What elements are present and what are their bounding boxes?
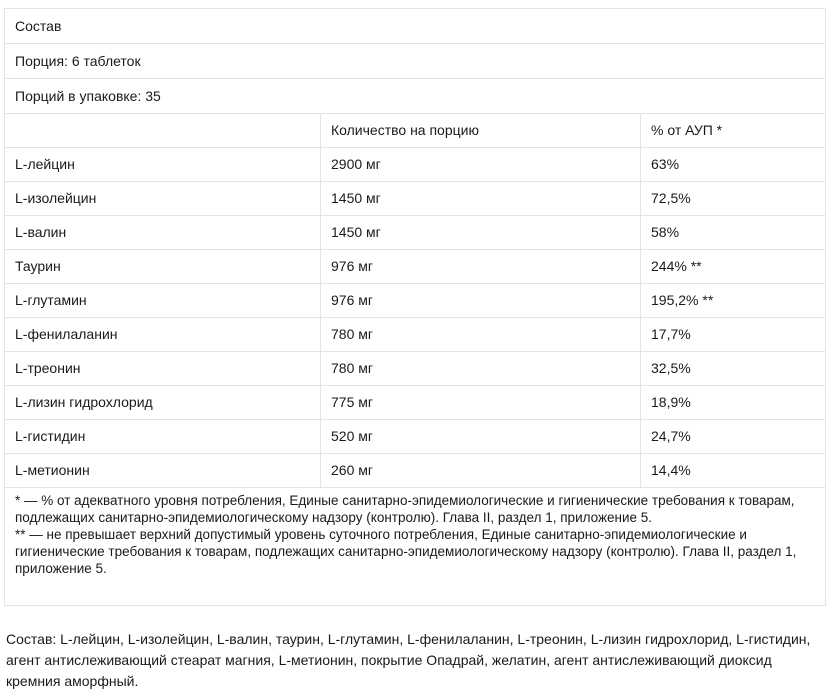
table-row [5,318,825,352]
ingredient-name: L-фенилаланин [15,326,118,342]
table-row [5,148,825,182]
ingredient-amount: 775 мг [320,386,640,419]
header-percent: % от АУП * [640,114,825,147]
ingredient-percent: 63% [640,148,825,181]
servings-per-pack: Порций в упаковке: 35 [5,79,825,114]
header-amount: Количество на порцию [320,114,640,147]
ingredient-name: L-изолейцин [15,190,97,206]
ingredient-name: L-глутамин [15,292,87,308]
ingredient-amount: 1450 мг [320,216,640,249]
serving-size: Порция: 6 таблеток [5,44,825,79]
ingredient-percent: 24,7% [640,420,825,453]
ingredient-name: L-лейцин [15,156,75,172]
ingredient-percent: 14,4% [640,454,825,487]
ingredient-percent: 195,2% ** [640,284,825,317]
ingredient-amount: 260 мг [320,454,640,487]
section-title: Состав [5,9,825,44]
ingredient-amount: 520 мг [320,420,640,453]
table-row [5,284,825,318]
table-row [5,182,825,216]
nutrition-panel [4,8,826,606]
table-row [5,420,825,454]
ingredient-percent: 17,7% [640,318,825,351]
ingredient-percent: 18,9% [640,386,825,419]
table-header-row [5,114,825,148]
table-row [5,454,825,488]
ingredient-name: L-валин [15,224,67,240]
ingredient-name: L-метионин [15,462,90,478]
ingredient-name: L-лизин гидрохлорид [15,394,153,410]
table-row [5,216,825,250]
ingredient-amount: 780 мг [320,318,640,351]
ingredient-percent: 32,5% [640,352,825,385]
ingredient-percent: 58% [640,216,825,249]
footnote-double-star: ** — не превышает верхний допустимый уровень суточного потребления, Единые санитарно-эпидемиологические и гигиенические требования к товарам, подлежащих санитарно-эпидемиологическому надзору (контролю). Глава II, раздел 1, приложение 5. [15,527,797,576]
table-row [5,250,825,284]
ingredient-amount: 780 мг [320,352,640,385]
header-ingredient [5,114,320,147]
ingredient-name: L-треонин [15,360,81,376]
composition-text: Состав: L-лейцин, L-изолейцин, L-валин, таурин, L-глутамин, L-фенилаланин, L-треонин, L-лизин гидрохлорид, L-гистидин, агент антислеживающий стеарат магния, L-метионин, покрытие Опадрай, желатин, агент антислеживающий диоксид кремния аморфный. [6,631,811,689]
ingredient-percent: 72,5% [640,182,825,215]
ingredient-percent: 244% ** [640,250,825,283]
ingredient-amount: 1450 мг [320,182,640,215]
ingredient-name: Таурин [15,258,61,274]
table-row [5,352,825,386]
ingredient-amount: 2900 мг [320,148,640,181]
ingredient-amount: 976 мг [320,284,640,317]
ingredient-amount: 976 мг [320,250,640,283]
footnotes [15,492,815,577]
ingredient-name: L-гистидин [15,428,86,444]
footnote-single-star: * — % от адекватного уровня потребления, Единые санитарно-эпидемиологические и гигиенические требования к товарам, подлежащих санитарно-эпидемиологическому надзору (контролю). Глава II, раздел 1, приложение 5. [15,493,795,525]
table-row [5,386,825,420]
